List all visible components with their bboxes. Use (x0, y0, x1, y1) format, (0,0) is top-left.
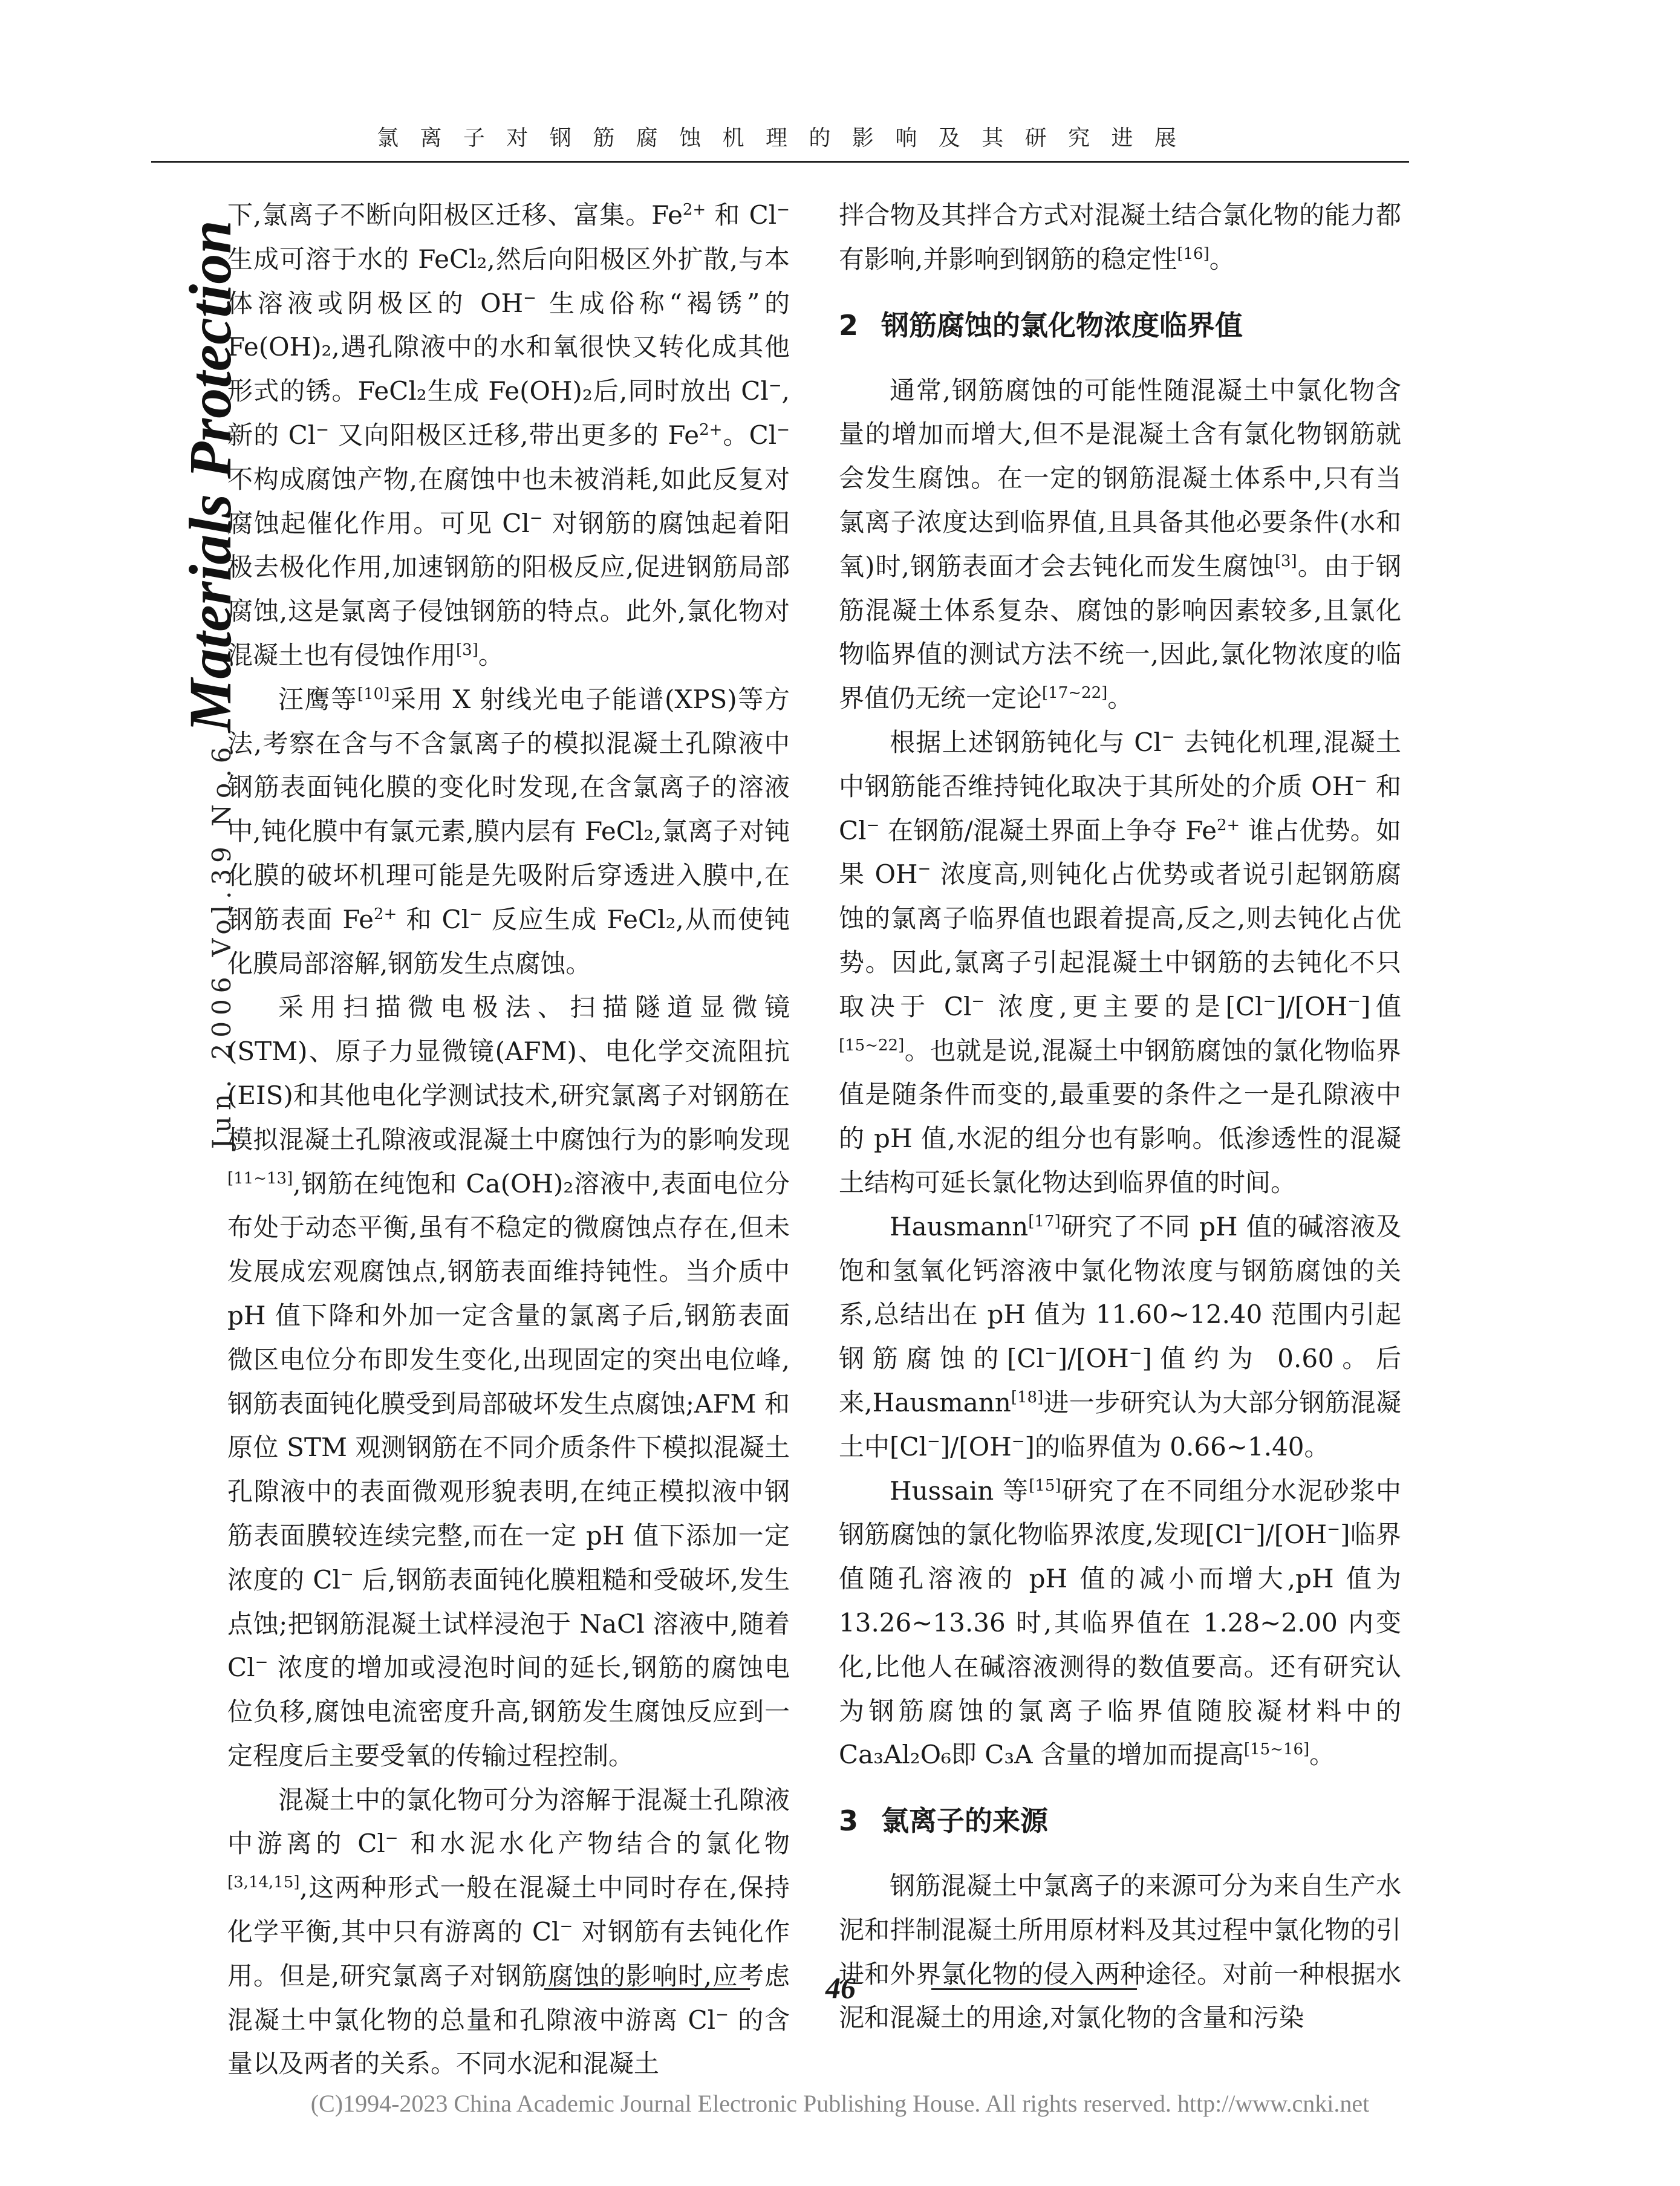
citation: [17] (1028, 1212, 1061, 1231)
paragraph: 采用扫描微电极法、扫描隧道显微镜(STM)、原子力显微镜(AFM)、电化学交流阻抗(EIS)和其他电化学测试技术,研究氯离子对钢筋在模拟混凝土孔隙液或混凝土中腐蚀行为的影响发现[11~13],钢筋在纯饱和 Ca(OH)₂溶液中,表面电位分布处于动态平衡,虽有不稳定的微腐蚀点存在,但未发展成宏观腐蚀点,钢筋表面维持钝性。当介质中 pH 值下降和外加一定含量的氯离子后,钢筋表面微区电位分布即发生变化,出现固定的突出电位峰,钢筋表面钝化膜受到局部破坏发生点腐蚀;AFM 和原位 STM 观测钢筋在不同介质条件下模拟混凝土孔隙液中的表面微观形貌表明,在纯正模拟液中钢筋表面膜较连续完整,而在一定 pH 值下添加一定浓度的 Cl− 后,钢筋表面钝化膜粗糙和受破坏,发生点蚀;把钢筋混凝土试样浸泡于 NaCl 溶液中,随着 Cl− 浓度的增加或浸泡时间的延长,钢筋的腐蚀电位负移,腐蚀电流密度升高,钢筋发生腐蚀反应到一定程度后主要受氧的传输过程控制。 (227, 992, 790, 1771)
section-heading-3: 3 氯离子的来源 (839, 1804, 1048, 1838)
citation: [15~22] (839, 1036, 905, 1055)
page-number: 46 (825, 1971, 856, 2005)
left-column (227, 194, 790, 2086)
citation: [15] (1029, 1476, 1061, 1495)
paragraph: 钢筋混凝土中氯离子的来源可分为来自生产水泥和拌制混凝土所用原材料及其过程中氯化物的引进和外界氯化物的侵入两种途径。对前一种根据水泥和混凝土的用途,对氯化物的含量和污染 (839, 1871, 1401, 2033)
paragraph: 通常,钢筋腐蚀的可能性随混凝土中氯化物含量的增加而增大,但不是混凝土含有氯化物钢筋就会发生腐蚀。在一定的钢筋混凝土体系中,只有当氯离子浓度达到临界值,且具备其他必要条件(水和氧)时,钢筋表面才会去钝化而发生腐蚀[3]。由于钢筋混凝土体系复杂、腐蚀的影响因素较多,且氯化物临界值的测试方法不统一,因此,氯化物浓度的临界值仍无统一定论[17~22]。 (839, 375, 1401, 714)
header-rule (151, 161, 1409, 163)
citation: [3] (1274, 551, 1297, 570)
citation: [18] (1011, 1388, 1044, 1407)
paragraph: 混凝土中的氯化物可分为溶解于混凝土孔隙液中游离的 Cl− 和水泥水化产物结合的氯化物[3,14,15],这两种形式一般在混凝土中同时存在,保持化学平衡,其中只有游离的 Cl− 对钢筋有去钝化作用。但是,研究氯离子对钢筋腐蚀的影响时,应考虑混凝土中氯化物的总量和孔隙液中游离 Cl− 的含量以及两者的关系。不同水泥和混凝土 (227, 1784, 790, 2079)
copyright-footer: (C)1994-2023 China Academic Journal Electronic Publishing House. All rights reserved. http://www.cnki.net (310, 2090, 1370, 2117)
right-column (839, 194, 1401, 2040)
citation: [3] (456, 640, 478, 659)
paragraph: 下,氯离子不断向阳极区迁移、富集。$Fe^{2+}$ 和 Cl− 生成可溶于水的 FeCl₂,然后向阳极区外扩散,与本体溶液或阴极区的 OH− 生成俗称“褐锈”的 Fe(OH)₂,遇孔隙液中的水和氧很快又转化成其他形式的锈。FeCl₂生成 Fe(OH)₂后,同时放出 Cl−,新的 Cl− 又向阳极区迁移,带出更多的 $Fe^{2+}$。Cl− 不构成腐蚀产物,在腐蚀中也未被消耗,如此反复对腐蚀起催化作用。可见 Cl− 对钢筋的腐蚀起着阳极去极化作用,加速钢筋的阳极反应,促进钢筋局部腐蚀,这是氯离子侵蚀钢筋的特点。此外,氯化物对混凝土也有侵蚀作用[3]。 (227, 200, 790, 670)
citation: [17~22] (1042, 684, 1108, 703)
citation: [15~16] (1243, 1740, 1310, 1759)
paragraph: 拌合物及其拌合方式对混凝土结合氯化物的能力都有影响,并影响到钢筋的稳定性[16]。 (839, 200, 1401, 274)
paragraph: Hausmann[17]研究了不同 pH 值的碱溶液及饱和氢氧化钙溶液中氯化物浓度与钢筋腐蚀的关系,总结出在 pH 值为 11.60~12.40 范围内引起钢筋腐蚀的[Cl−]/[OH−]值约为 0.60。后来,Hausmann[18]进一步研究认为大部分钢筋混凝土中[Cl−]/[OH−]的临界值为 0.66~1.40。 (839, 1211, 1401, 1462)
paragraph: Hussain 等[15]研究了在不同组分水泥砂浆中钢筋腐蚀的氯化物临界浓度,发现[Cl−]/[OH−]临界值随孔溶液的 pH 值的减小而增大,pH 值为 13.26~13.36 时,其临界值在 1.28~2.00 内变化,比他人在碱溶液测得的数值要高。还有研究认为钢筋腐蚀的氯离子临界值随胶凝材料中的 Ca₃Al₂O₆即 C₃A 含量的增加而提高[15~16]。 (839, 1475, 1402, 1770)
citation: [3,14,15] (227, 1873, 300, 1892)
running-head: 氯 离 子 对 钢 筋 腐 蚀 机 理 的 影 响 及 其 研 究 进 展 (377, 126, 1183, 151)
paragraph: 汪鹰等[10]采用 X 射线光电子能谱(XPS)等方法,考察在含与不含氯离子的模拟混凝土孔隙液中钢筋表面钝化膜的变化时发现,在含氯离子的溶液中,钝化膜中有氯元素,膜内层有 FeCl₂,氯离子对钝化膜的破坏机理可能是先吸附后穿透进入膜中,在钢筋表面 $Fe^{2+}$ 和 Cl− 反应生成 FeCl₂,从而使钝化膜局部溶解,钢筋发生点腐蚀。 (227, 684, 790, 978)
paragraph: 根据上述钢筋钝化与 Cl− 去钝化机理,混凝土中钢筋能否维持钝化取决于其所处的介质 OH− 和 Cl− 在钢筋/混凝土界面上争夺 $Fe^{2+}$ 谁占优势。如果 OH− 浓度高,则钝化占优势或者说引起钢筋腐蚀的氯离子临界值也跟着提高,反之,则去钝化占优势。因此,氯离子引起混凝土中钢筋的去钝化不只取决于 Cl− 浓度,更主要的是[Cl−]/[OH−]值[15~22]。也就是说,混凝土中钢筋腐蚀的氯化物临界值是随条件而变的,最重要的条件之一是孔隙液中的 pH 值,水泥的组分也有影响。低渗透性的混凝土结构可延长氯化物达到临界值的时间。 (839, 727, 1402, 1197)
page-number-area (544, 1970, 1137, 2006)
citation: [16] (1177, 244, 1210, 263)
page-number-rule-right (931, 1988, 1137, 1990)
section-heading-2: 2 钢筋腐蚀的氯化物浓度临界值 (839, 308, 1243, 342)
citation: [11~13] (227, 1169, 293, 1188)
citation: [10] (357, 685, 390, 703)
issue-meta: Jun. 2006 Vol.39 No.6 (207, 741, 236, 1149)
journal-title: Materials Protection (177, 220, 244, 733)
